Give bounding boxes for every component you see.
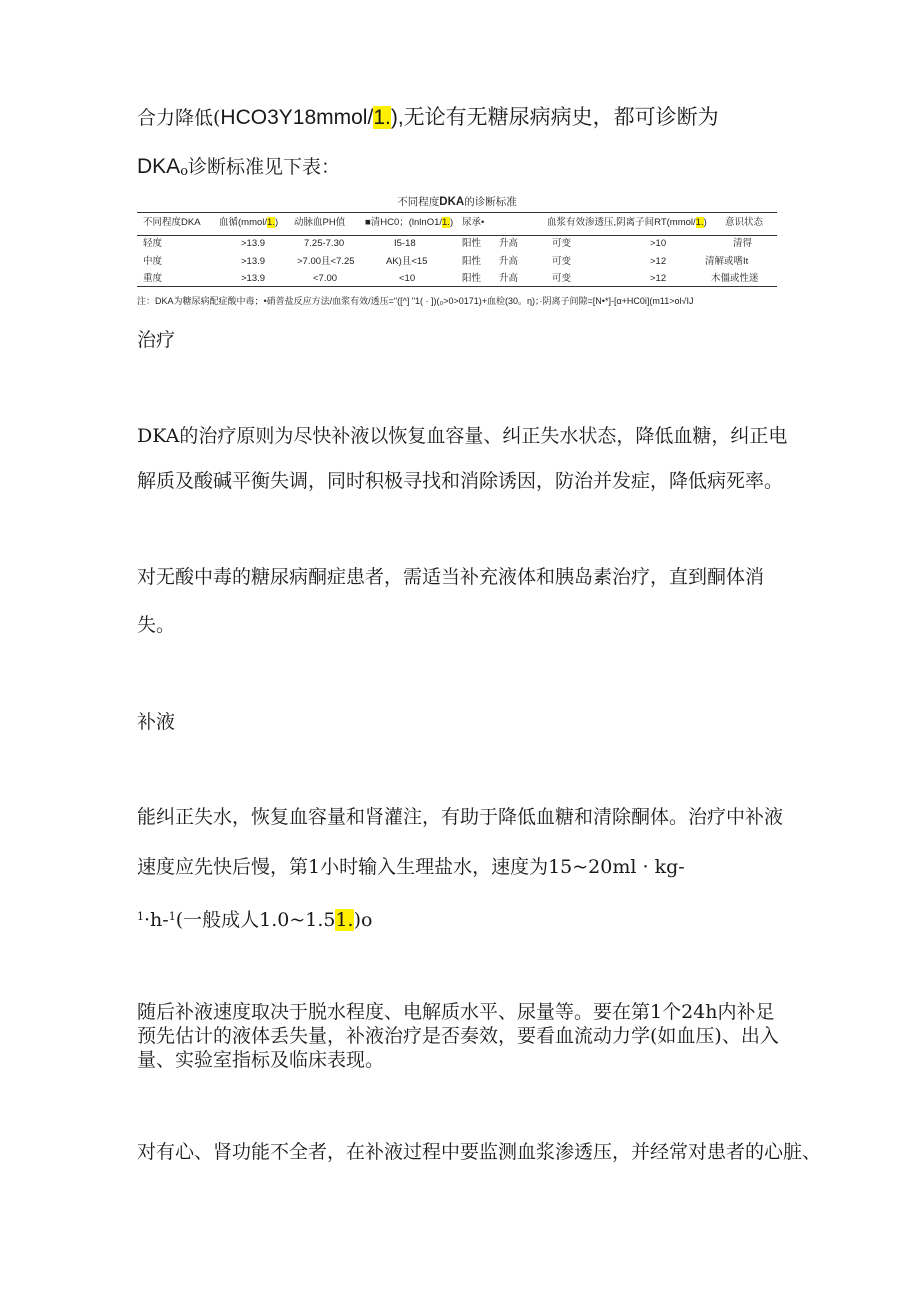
intro-line-1: 合力降低(HCO3Y18mmol/1.),无论有无糖尿病病史，都可诊断为 (137, 106, 719, 129)
paragraph-line: 解质及酸碱平衡失调，同时积极寻找和消除诱因，防治并发症，降低病死率。 (137, 470, 784, 492)
highlight-mark: 1. (373, 106, 391, 129)
table-title: 不同程度DKA的诊断标准 (397, 196, 517, 208)
paragraph-line: 速度应先快后慢，第1小时输入生理盐水，速度为15~20ml · kg- (137, 856, 685, 878)
table-header-row (137, 215, 777, 231)
header-ph: 动脉血PH值 (294, 217, 346, 228)
header-urine: 尿承• (462, 217, 485, 228)
header-hco3: ■清HC0；(lnlnO1/1.) (365, 217, 454, 228)
paragraph-line: 对无酸中毒的糖尿病酮症患者，需适当补充液体和胰岛素治疗，直到酮体消 (137, 566, 765, 588)
highlight-mark: 1. (335, 909, 354, 931)
paragraph-fluid-rate: 随后补液速度取决于脱水程度、电解质水平、尿量等。要在第1个24h内补足预先估计的液体丢失量，补液治疗是否奏效，要看血流动力学(如血压)、出入量、实验室指标及临床表现。 (137, 1001, 779, 1071)
table-row: 中度 >13.9 >7.00且<7.25 AK)且<15 阳性 升高 可变 >12 清解或嗜It (143, 256, 749, 267)
section-heading-fluid: 补液 (137, 711, 176, 733)
section-heading-treatment: 治疗 (137, 329, 176, 351)
table-top-rule (137, 212, 777, 213)
table-row: 重度 >13.9 <7.00 <10 阳性 升高 可变 >12 木僵或性迷 (143, 273, 759, 284)
paragraph-line: 失。 (137, 614, 176, 636)
intro-line-2: DKAo诊断标准见下表： (137, 155, 341, 179)
table-bottom-rule (137, 286, 777, 287)
header-grade: 不同程度DKA (143, 217, 201, 228)
header-osm-gap: 血浆有效渗透压,阴离子间RT(mmol/1.) (547, 217, 707, 228)
paragraph-line: 能纠正失水，恢复血容量和肾灌注，有助于降低血糖和清除酮体。治疗中补液 (137, 806, 784, 828)
table-row: 轻度 >13.9 7.25-7.30 I5-18 阳性 升高 可变 >10 清得 (143, 238, 753, 249)
dka-criteria-table (137, 193, 777, 306)
header-mental: 意识状态 (725, 217, 764, 228)
header-glucose: 血循(mmol/1.) (219, 217, 279, 228)
paragraph-line: $^1$·h-$^1$(一般成人1.0~1.51.)o (137, 909, 373, 931)
table-footnote: 注：DKA为糖尿病配症酸中毒；•硝普盐反应方法/血浆有效/透压="([^] "1( · ])(₀>0>0171)+血检(30。η)；·阴离子间隙=[N•*]-[α+HC0i](m11>ol√IJ (137, 296, 694, 306)
paragraph-line: 对有心、肾功能不全者，在补液过程中要监测血浆渗透压，并经常对患者的心脏、 (137, 1141, 822, 1163)
paragraph-line: DKA的治疗原则为尽快补液以恢复血容量、纠正失水状态，降低血糖，纠正电 (137, 425, 788, 447)
